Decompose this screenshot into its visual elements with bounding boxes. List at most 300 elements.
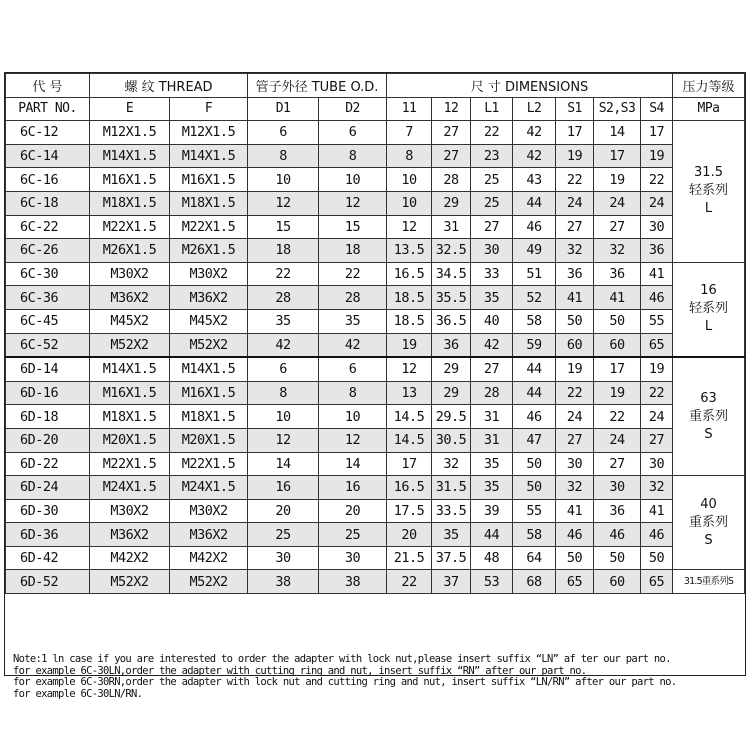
pressure-letter: L [704,319,713,335]
value-cell: 22 [594,405,641,429]
pressure-series: 重系列 [689,408,729,424]
value-cell: 6 [248,357,319,381]
value-cell: M36X2 [170,286,248,310]
table-row [6,144,745,168]
table-row [6,570,745,594]
spec-sheet-frame [4,72,746,700]
table-row [6,286,745,310]
spec-table [5,73,745,594]
value-cell: 32 [556,239,594,263]
part-number-cell: 6D-18 [6,405,90,429]
note-block [13,654,748,700]
part-number-cell: 6D-16 [6,381,90,405]
part-number-cell: 6C-14 [6,144,90,168]
table-header [6,74,745,121]
value-cell: 8 [319,144,387,168]
note-line: for example 6C-30LN,order the adapter with cutting ring and nut, insert suffix “RN” after our part no. [13,665,587,677]
value-cell: 39 [471,499,513,523]
value-cell: 53 [471,570,513,594]
value-cell: 8 [248,381,319,405]
value-cell: 13 [387,381,432,405]
value-cell: 17 [387,452,432,476]
value-cell: 23 [471,144,513,168]
value-cell: 14.5 [387,428,432,452]
value-cell: 36.5 [432,309,471,333]
value-cell: 14 [594,121,641,145]
value-cell: 50 [641,546,673,570]
value-cell: 55 [513,499,556,523]
part-number-cell: 6C-30 [6,262,90,286]
value-cell: M12X1.5 [170,121,248,145]
value-cell: 20 [319,499,387,523]
pressure-series: 轻系列 [689,183,729,199]
header-pressure: 压力等级 [673,74,745,98]
value-cell: 29.5 [432,405,471,429]
value-cell: M24X1.5 [170,476,248,500]
pressure-group-cell [673,357,745,475]
table-row [6,168,745,192]
value-cell: 65 [641,333,673,357]
value-cell: 60 [594,570,641,594]
value-cell: 19 [556,144,594,168]
value-cell: M22X1.5 [90,452,170,476]
value-cell: 8 [248,144,319,168]
value-cell: M30X2 [170,262,248,286]
value-cell: 49 [513,239,556,263]
value-cell: M30X2 [90,499,170,523]
part-number-cell: 6D-14 [6,357,90,381]
header-part-no: PART NO. [6,97,90,121]
value-cell: 10 [319,168,387,192]
value-cell: 35 [471,452,513,476]
table-row [6,405,745,429]
value-cell: M22X1.5 [170,452,248,476]
value-cell: 19 [556,357,594,381]
table-row [6,452,745,476]
value-cell: 24 [556,191,594,215]
part-number-cell: 6D-52 [6,570,90,594]
value-cell: 30 [248,546,319,570]
value-cell: 28 [471,381,513,405]
value-cell: 27 [641,428,673,452]
value-cell: M18X1.5 [170,191,248,215]
value-cell: 29 [432,191,471,215]
value-cell: 50 [556,309,594,333]
value-cell: 18 [319,239,387,263]
value-cell: M36X2 [90,286,170,310]
value-cell: M16X1.5 [170,168,248,192]
pressure-value: 31.5 [694,165,723,181]
value-cell: 27 [594,452,641,476]
value-cell: 33.5 [432,499,471,523]
value-cell: M42X2 [170,546,248,570]
value-cell: 42 [319,333,387,357]
value-cell: 21.5 [387,546,432,570]
value-cell: 27 [471,357,513,381]
value-cell: M18X1.5 [90,191,170,215]
value-cell: M16X1.5 [170,381,248,405]
value-cell: 58 [513,523,556,547]
value-cell: 19 [594,168,641,192]
value-cell: 41 [594,286,641,310]
header-f: F [170,97,248,121]
header-s4: S4 [641,97,673,121]
table-row [6,309,745,333]
value-cell: 16 [319,476,387,500]
value-cell: M12X1.5 [90,121,170,145]
value-cell: 18.5 [387,309,432,333]
value-cell: 27 [432,144,471,168]
value-cell: 33 [471,262,513,286]
value-cell: M20X1.5 [90,428,170,452]
value-cell: M45X2 [90,309,170,333]
header-mpa: MPa [673,97,745,121]
header-s1: S1 [556,97,594,121]
header-d1: D1 [248,97,319,121]
value-cell: 31.5 [432,476,471,500]
value-cell: 6 [319,121,387,145]
value-cell: 44 [471,523,513,547]
value-cell: 25 [248,523,319,547]
value-cell: 44 [513,357,556,381]
value-cell: 19 [641,357,673,381]
value-cell: 52 [513,286,556,310]
value-cell: 12 [319,191,387,215]
value-cell: 35 [471,286,513,310]
value-cell: M22X1.5 [90,215,170,239]
value-cell: 42 [471,333,513,357]
header-row-2 [6,97,745,121]
value-cell: 50 [513,476,556,500]
part-number-cell: 6C-26 [6,239,90,263]
value-cell: 55 [641,309,673,333]
value-cell: M16X1.5 [90,168,170,192]
header-d2: D2 [319,97,387,121]
table-row [6,381,745,405]
value-cell: 22 [641,381,673,405]
note-line: for example 6C-30LN/RN. [13,688,143,700]
value-cell: 6 [248,121,319,145]
value-cell: 20 [387,523,432,547]
value-cell: M18X1.5 [90,405,170,429]
value-cell: 46 [513,215,556,239]
value-cell: 6 [319,357,387,381]
value-cell: 47 [513,428,556,452]
value-cell: 65 [556,570,594,594]
value-cell: 10 [387,191,432,215]
value-cell: M16X1.5 [90,381,170,405]
value-cell: 27 [594,215,641,239]
table-row [6,121,745,145]
value-cell: 25 [319,523,387,547]
header-e: E [90,97,170,121]
value-cell: 25 [471,168,513,192]
value-cell: 12 [248,428,319,452]
value-cell: 42 [248,333,319,357]
header-tube-od: 管子外径 TUBE O.D. [248,74,387,98]
value-cell: 17 [641,121,673,145]
value-cell: 24 [641,405,673,429]
value-cell: 60 [594,333,641,357]
pressure-value: 16 [700,283,717,299]
value-cell: M20X1.5 [170,428,248,452]
value-cell: M30X2 [90,262,170,286]
value-cell: 24 [594,428,641,452]
value-cell: 17 [556,121,594,145]
value-cell: 46 [513,405,556,429]
value-cell: 68 [513,570,556,594]
value-cell: M36X2 [90,523,170,547]
value-cell: M30X2 [170,499,248,523]
value-cell: 37 [432,570,471,594]
table-row [6,333,745,357]
value-cell: 60 [556,333,594,357]
value-cell: 59 [513,333,556,357]
table-row [6,476,745,500]
value-cell: 19 [594,381,641,405]
value-cell: 30.5 [432,428,471,452]
header-12: 12 [432,97,471,121]
value-cell: 46 [641,523,673,547]
value-cell: 16.5 [387,262,432,286]
value-cell: 41 [641,262,673,286]
value-cell: 31 [432,215,471,239]
value-cell: 28 [432,168,471,192]
value-cell: 24 [556,405,594,429]
pressure-series: 重系列 [689,514,729,530]
value-cell: 44 [513,381,556,405]
value-cell: M18X1.5 [170,405,248,429]
header-row-1 [6,74,745,98]
header-l2: L2 [513,97,556,121]
header-s2-s3: S2,S3 [594,97,641,121]
value-cell: 14 [248,452,319,476]
note-line: Note:1 ln case if you are interested to order the adapter with lock nut,please insert suffix “LN” af ter our part no. [13,654,671,665]
value-cell: 7 [387,121,432,145]
value-cell: 35 [471,476,513,500]
value-cell: M26X1.5 [170,239,248,263]
value-cell: 42 [513,144,556,168]
value-cell: 30 [319,546,387,570]
value-cell: M24X1.5 [90,476,170,500]
value-cell: 10 [248,405,319,429]
value-cell: M26X1.5 [90,239,170,263]
value-cell: 27 [432,121,471,145]
pressure-value: 63 [700,390,717,406]
value-cell: 48 [471,546,513,570]
value-cell: 43 [513,168,556,192]
pressure-group-cell [673,570,745,594]
value-cell: 19 [641,144,673,168]
part-number-cell: 6C-16 [6,168,90,192]
value-cell: 15 [319,215,387,239]
value-cell: 32 [594,239,641,263]
header-dimensions: 尺 寸 DIMENSIONS [387,74,673,98]
value-cell: 30 [641,215,673,239]
value-cell: 38 [319,570,387,594]
value-cell: 46 [594,523,641,547]
value-cell: 46 [641,286,673,310]
table-body [6,121,745,594]
header-11: 11 [387,97,432,121]
value-cell: 41 [556,499,594,523]
part-number-cell: 6D-42 [6,546,90,570]
value-cell: 31 [471,405,513,429]
value-cell: M42X2 [90,546,170,570]
pressure-letter: L [704,201,713,217]
header-l1: L1 [471,97,513,121]
value-cell: 17.5 [387,499,432,523]
value-cell: M52X2 [170,333,248,357]
value-cell: 16 [248,476,319,500]
value-cell: 12 [387,357,432,381]
value-cell: 29 [432,357,471,381]
value-cell: M14X1.5 [90,144,170,168]
value-cell: 17 [594,144,641,168]
pressure-group-cell [673,262,745,357]
value-cell: 36 [432,333,471,357]
value-cell: 22 [319,262,387,286]
value-cell: 29 [432,381,471,405]
header-code: 代 号 [6,74,90,98]
value-cell: 41 [641,499,673,523]
value-cell: 8 [387,144,432,168]
part-number-cell: 6C-45 [6,309,90,333]
value-cell: 22 [641,168,673,192]
value-cell: 50 [594,546,641,570]
value-cell: 27 [471,215,513,239]
value-cell: 35 [319,309,387,333]
value-cell: 36 [641,239,673,263]
value-cell: 35 [248,309,319,333]
value-cell: 35.5 [432,286,471,310]
value-cell: 12 [248,191,319,215]
value-cell: 64 [513,546,556,570]
value-cell: 14 [319,452,387,476]
value-cell: 19 [387,333,432,357]
value-cell: 30 [471,239,513,263]
value-cell: 18 [248,239,319,263]
part-number-cell: 6D-24 [6,476,90,500]
value-cell: 38 [248,570,319,594]
value-cell: 17 [594,357,641,381]
value-cell: 24 [641,191,673,215]
table-row [6,428,745,452]
value-cell: M14X1.5 [170,144,248,168]
part-number-cell: 6D-30 [6,499,90,523]
value-cell: 30 [641,452,673,476]
part-number-cell: 6C-12 [6,121,90,145]
value-cell: 27 [556,428,594,452]
value-cell: 31 [471,428,513,452]
pressure-value: 31.5重系列S [683,575,734,587]
value-cell: 12 [319,428,387,452]
part-number-cell: 6C-36 [6,286,90,310]
value-cell: 40 [471,309,513,333]
pressure-letter: S [704,532,713,548]
table-row [6,215,745,239]
value-cell: 22 [471,121,513,145]
value-cell: 41 [556,286,594,310]
pressure-value: 40 [700,496,717,512]
part-number-cell: 6D-20 [6,428,90,452]
value-cell: 10 [387,168,432,192]
value-cell: 32 [432,452,471,476]
value-cell: 12 [387,215,432,239]
part-number-cell: 6C-22 [6,215,90,239]
value-cell: 36 [594,262,641,286]
table-row [6,239,745,263]
value-cell: 32 [556,476,594,500]
value-cell: M52X2 [90,570,170,594]
value-cell: 34.5 [432,262,471,286]
value-cell: 25 [471,191,513,215]
value-cell: 16.5 [387,476,432,500]
value-cell: 51 [513,262,556,286]
value-cell: 35 [432,523,471,547]
value-cell: M52X2 [170,570,248,594]
value-cell: 30 [594,476,641,500]
value-cell: 42 [513,121,556,145]
value-cell: 36 [556,262,594,286]
value-cell: M14X1.5 [90,357,170,381]
part-number-cell: 6C-18 [6,191,90,215]
value-cell: 27 [556,215,594,239]
value-cell: 22 [556,381,594,405]
value-cell: 50 [594,309,641,333]
value-cell: 22 [556,168,594,192]
value-cell: 32.5 [432,239,471,263]
value-cell: 18.5 [387,286,432,310]
value-cell: 14.5 [387,405,432,429]
pressure-group-cell [673,121,745,263]
value-cell: 36 [594,499,641,523]
value-cell: 50 [513,452,556,476]
value-cell: M36X2 [170,523,248,547]
note-line: for example 6C-30RN,order the adapter with lock nut and cutting ring and nut, insert suffix “LN/RN” after our part no. [13,677,677,688]
value-cell: 10 [319,405,387,429]
value-cell: 58 [513,309,556,333]
part-number-cell: 6D-22 [6,452,90,476]
table-row [6,357,745,381]
table-row [6,499,745,523]
value-cell: 37.5 [432,546,471,570]
table-row [6,191,745,215]
value-cell: 20 [248,499,319,523]
value-cell: 22 [248,262,319,286]
table-row [6,523,745,547]
value-cell: 65 [641,570,673,594]
value-cell: 30 [556,452,594,476]
pressure-letter: S [704,426,713,442]
value-cell: 50 [556,546,594,570]
value-cell: 8 [319,381,387,405]
value-cell: 28 [319,286,387,310]
value-cell: 32 [641,476,673,500]
pressure-group-cell [673,476,745,570]
value-cell: 13.5 [387,239,432,263]
value-cell: 24 [594,191,641,215]
value-cell: 10 [248,168,319,192]
part-number-cell: 6D-36 [6,523,90,547]
value-cell: 15 [248,215,319,239]
table-row [6,546,745,570]
table-row [6,262,745,286]
value-cell: M14X1.5 [170,357,248,381]
value-cell: 46 [556,523,594,547]
value-cell: 28 [248,286,319,310]
value-cell: M22X1.5 [170,215,248,239]
